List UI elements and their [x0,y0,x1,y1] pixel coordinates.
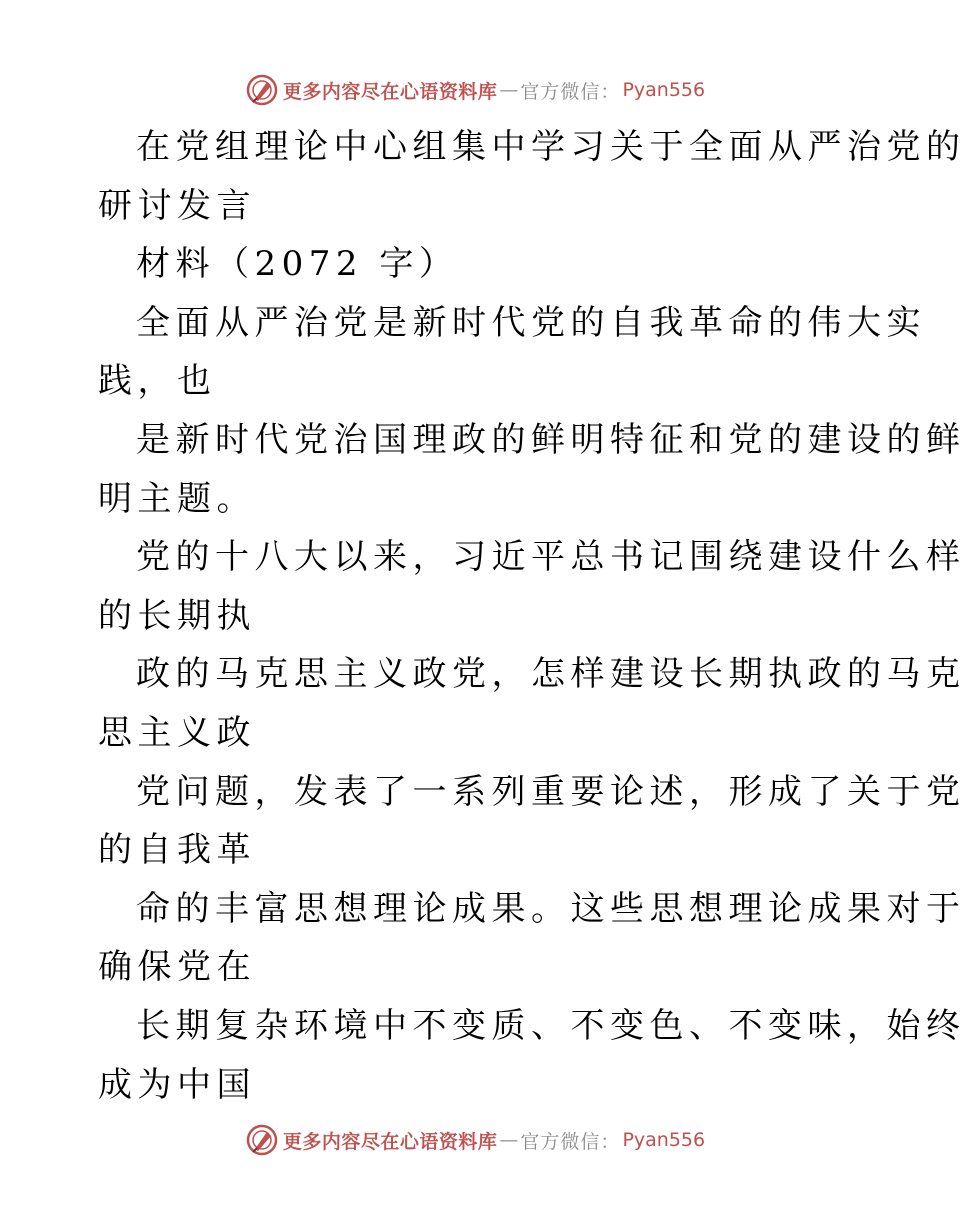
watermark-dash: — [499,79,519,101]
text-line: 政的马克思主义政党，怎样建设长期执政的马克 [136,654,966,695]
watermark-banner-top [0,70,950,110]
text-line: 是新时代党治国理政的鲜明特征和党的建设的鲜 [136,419,966,460]
watermark-wechat-label: 官方微信： [520,1130,621,1153]
document-title-line-1: 在党组理论中心组集中学习关于全面从严治党的 [136,127,966,167]
watermark-main-text: 更多内容尽在心语资料库 [282,1130,498,1153]
text-line: 党的十八大以来，习近平总书记围绕建设什么样 [136,537,966,578]
text-line: 思主义政 [98,712,256,753]
text-line: 的长期执 [98,595,256,636]
text-line: 命的丰富思想理论成果。这些思想理论成果对于 [136,888,966,929]
text-line: 的自我革 [98,830,256,871]
text-line: 成为中国 [98,1064,256,1105]
watermark-wechat-label: 官方微信： [520,80,621,103]
text-line: 全面从严治党是新时代党的自我革命的伟大实 [136,302,926,343]
document-title-line-3: 材料（2072 字） [136,244,459,285]
watermark-wechat-id: Pyan556 [622,1129,706,1151]
text-line: 确保党在 [98,947,256,988]
watermark-wechat-id: Pyan556 [622,79,706,101]
pen-nib-logo-icon [245,73,279,107]
text-line: 践，也 [98,361,217,402]
text-line: 党问题，发表了一系列重要论述，形成了关于党 [136,771,966,812]
watermark-dash: — [499,1129,519,1151]
text-line: 明主题。 [98,478,256,519]
pen-nib-logo-icon [245,1123,279,1157]
watermark-main-text: 更多内容尽在心语资料库 [282,80,498,103]
document-title-line-2: 研讨发言 [98,185,256,226]
watermark-banner-bottom [0,1120,950,1160]
document-body [98,118,966,1114]
text-line: 长期复杂环境中不变质、不变色、不变味，始终 [136,1005,966,1046]
